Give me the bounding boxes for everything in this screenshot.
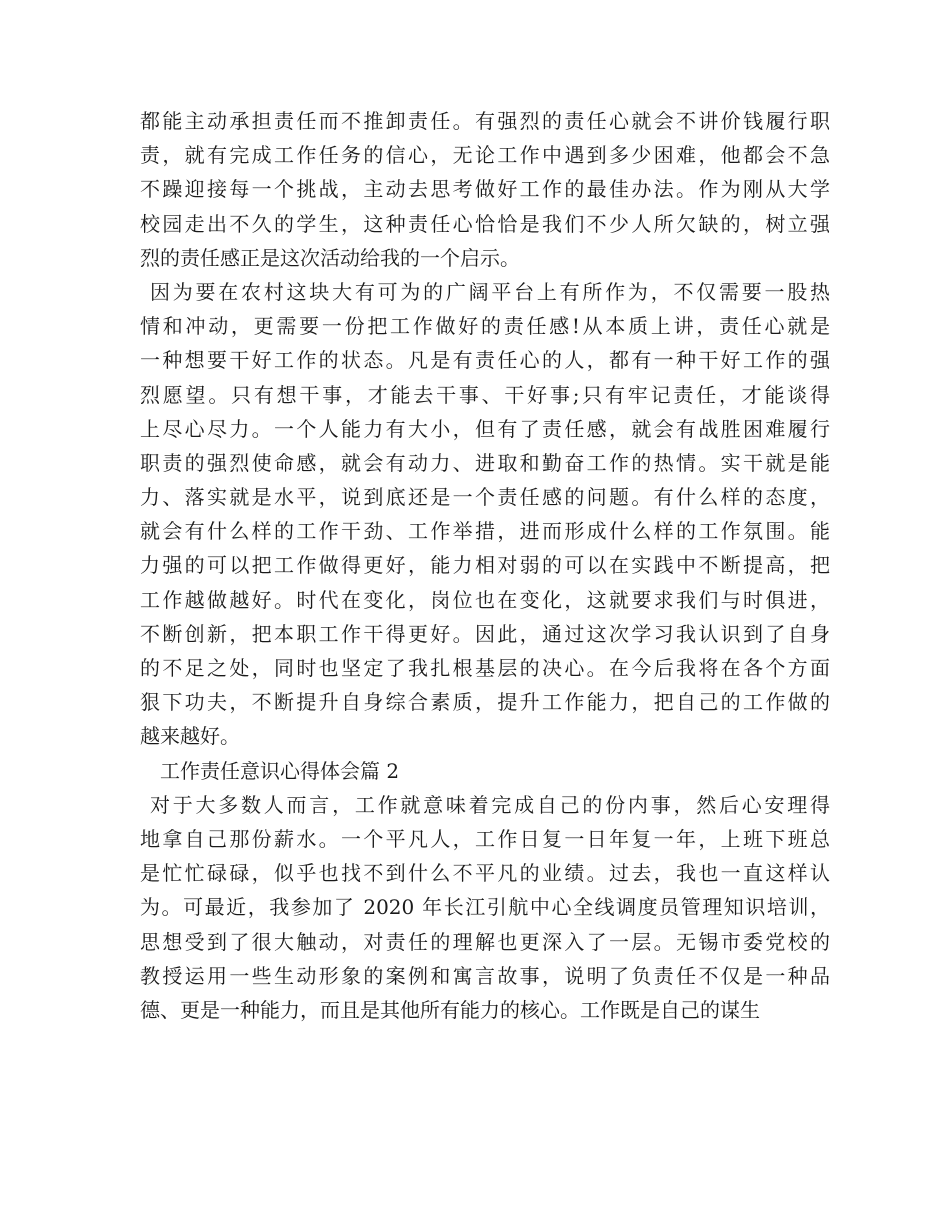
text-line: 的不足之处，同时也坚定了我扎根基层的决心。在今后我将在各个方面: [140, 656, 830, 680]
paragraph: [140, 275, 830, 754]
text-line: 思想受到了很大触动，对责任的理解也更深入了一层。无锡市委党校的: [140, 929, 830, 954]
text-line: 是忙忙碌碌，似乎也找不到什么不平凡的业绩。过去，我也一直这样认: [140, 861, 830, 886]
text-line: 力强的可以把工作做得更好，能力相对弱的可以在实践中不断提高，把: [140, 553, 830, 578]
text-line: 力、落实就是水平，说到底还是一个责任感的问题。有什么样的态度，: [140, 485, 830, 510]
text-line: 一种想要干好工作的状态。凡是有责任心的人，都有一种干好工作的强: [140, 348, 830, 373]
text-line: 烈的责任感正是这次活动给我的一个启示。: [140, 245, 520, 270]
section-heading: [140, 754, 830, 788]
text-line: 不躁迎接每一个挑战，主动去思考做好工作的最佳办法。作为刚从大学: [140, 177, 830, 202]
text-line: 上尽心尽力。一个人能力有大小，但有了责任感，就会有战胜困难履行: [140, 416, 830, 441]
document-body: [140, 104, 830, 1027]
text-line: 责，就有完成工作任务的信心，无论工作中遇到多少困难，他都会不急: [140, 143, 830, 168]
text-line: 为。可最近，我参加了 2020 年长江引航中心全线调度员管理知识培训，: [140, 895, 830, 920]
text-line: 狠下功夫，不断提升自身综合素质，提升工作能力，把自己的工作做的: [140, 690, 830, 715]
text-line: 德、更是一种能力，而且是其他所有能力的核心。工作既是自己的谋生: [140, 997, 760, 1022]
paragraph: [140, 104, 830, 275]
text-line: 校园走出不久的学生，这种责任心恰恰是我们不少人所欠缺的，树立强: [140, 211, 830, 236]
text-line: 不断创新，把本职工作干得更好。因此，通过这次学习我认识到了自身: [140, 621, 830, 646]
text-line: 情和冲动，更需要一份把工作做好的责任感!从本质上讲，责任心就是: [140, 314, 830, 339]
text-line: 工作责任意识心得体会篇 2: [160, 758, 400, 783]
text-line: 都能主动承担责任而不推卸责任。有强烈的责任心就会不讲价钱履行职: [140, 109, 830, 133]
text-line: 越来越好。: [140, 724, 240, 749]
text-line: 对于大多数人而言，工作就意味着完成自己的份内事，然后心安理得: [150, 792, 830, 817]
text-line: 烈愿望。只有想干事，才能去干事、干好事;只有牢记责任，才能谈得: [140, 382, 830, 407]
text-line: 教授运用一些生动形象的案例和寓言故事，说明了负责任不仅是一种品: [140, 963, 830, 988]
paragraph: [140, 788, 830, 1027]
text-line: 工作越做越好。时代在变化，岗位也在变化，这就要求我们与时俱进，: [140, 587, 830, 612]
text-line: 就会有什么样的工作干劲、工作举措，进而形成什么样的工作氛围。能: [140, 519, 830, 544]
text-line: 职责的强烈使命感，就会有动力、进取和勤奋工作的热情。实干就是能: [140, 450, 830, 475]
text-line: 因为要在农村这块大有可为的广阔平台上有所作为，不仅需要一股热: [150, 279, 830, 304]
text-line: 地拿自己那份薪水。一个平凡人，工作日复一日年复一年，上班下班总: [140, 826, 830, 851]
